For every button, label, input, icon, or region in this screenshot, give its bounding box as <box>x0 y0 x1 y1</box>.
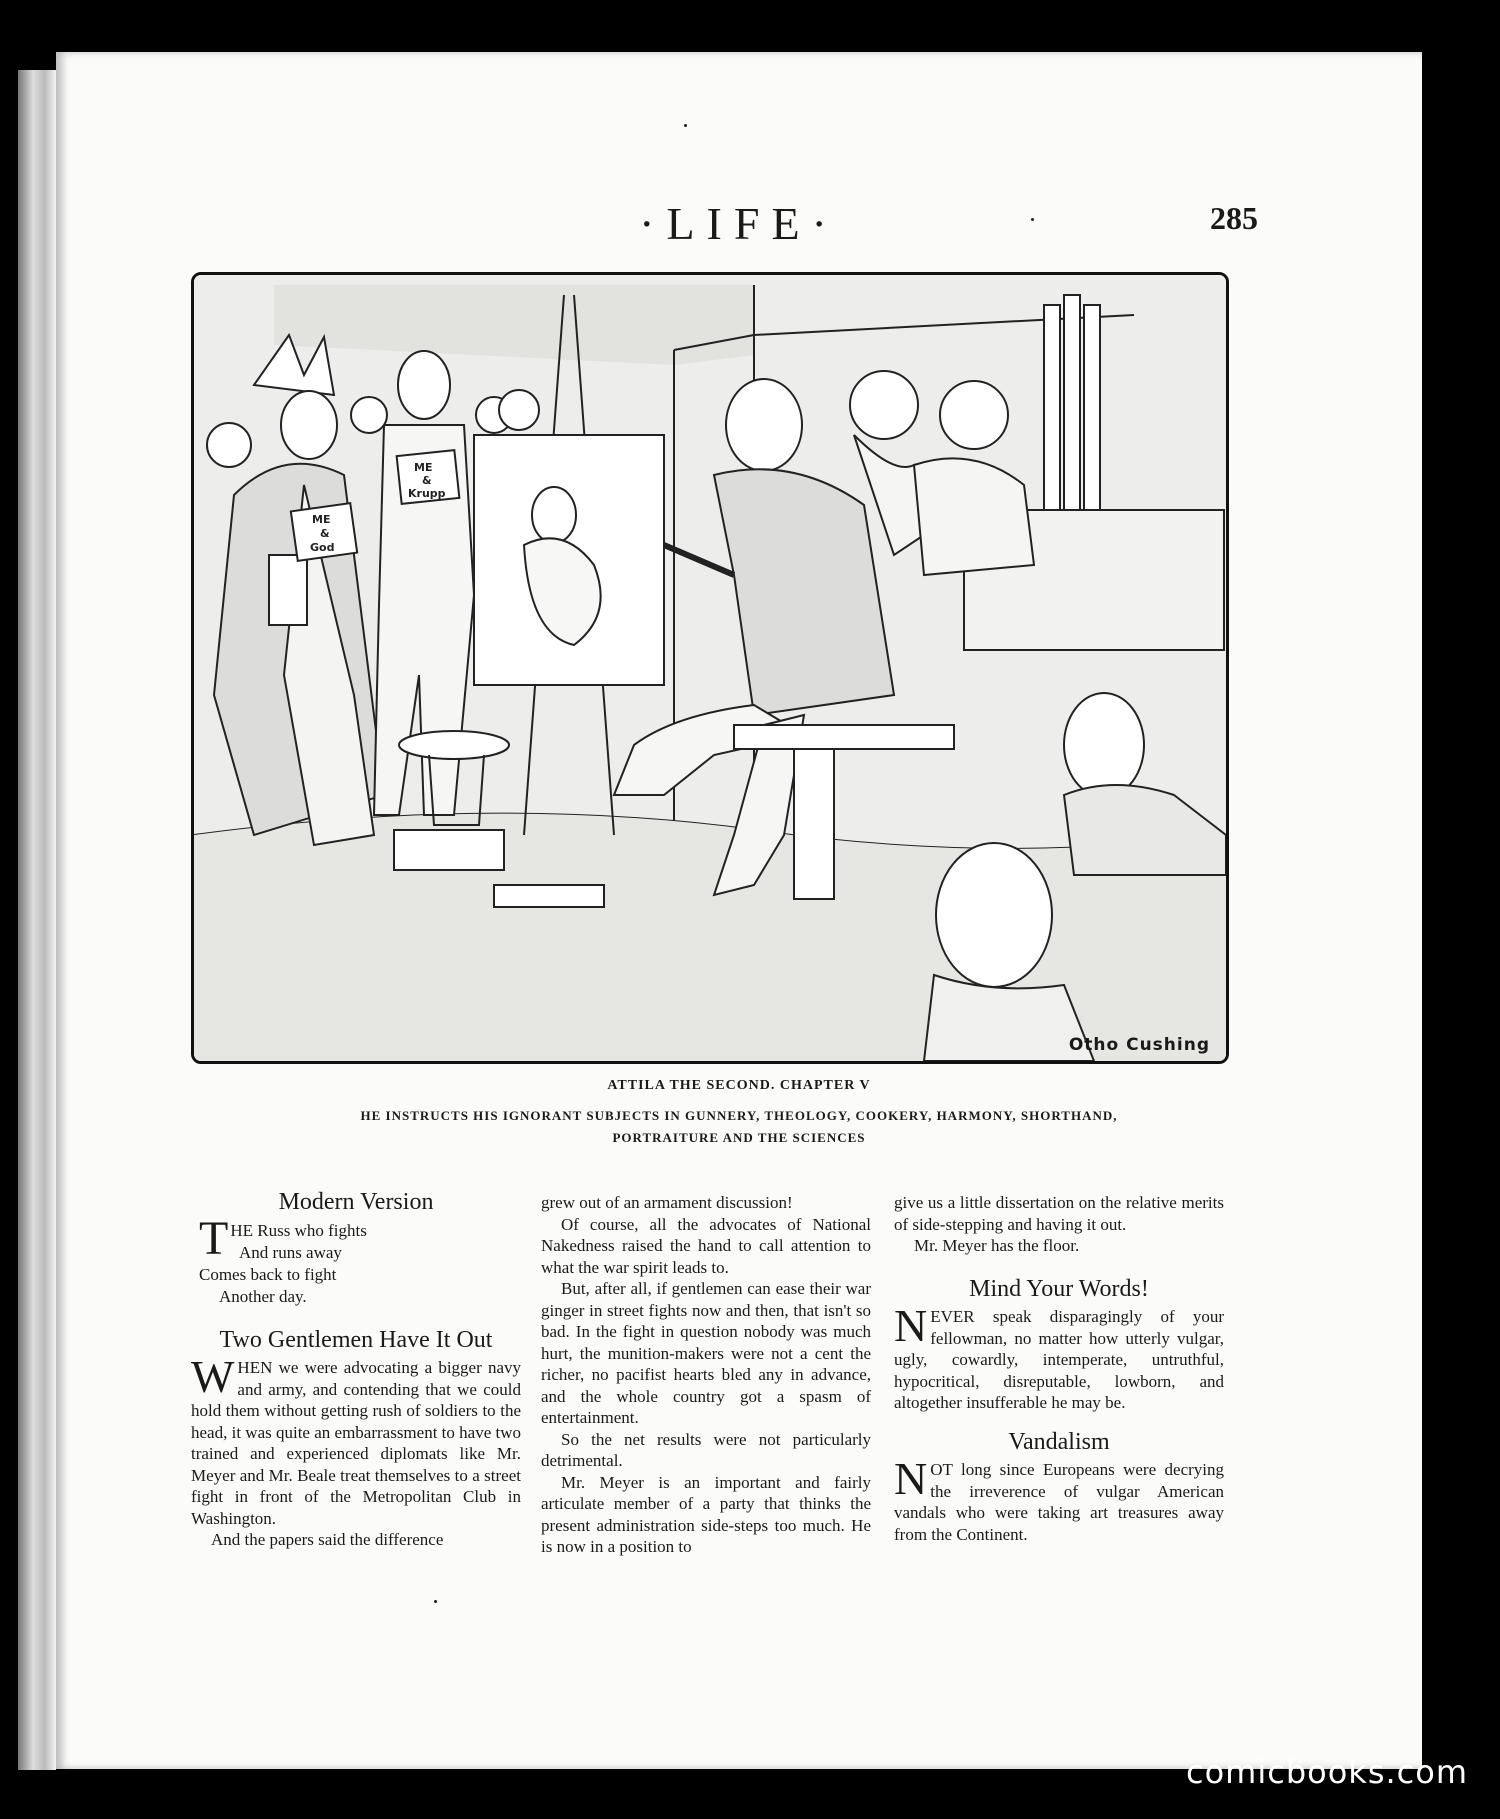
article-paragraph <box>894 1453 1224 1545</box>
poem-modern-version <box>199 1211 521 1308</box>
article-title-vandalism: Vandalism <box>1008 1428 1110 1455</box>
article-paragraph <box>191 1351 521 1529</box>
drop-cap: N <box>894 1300 928 1351</box>
print-speck <box>434 1600 437 1603</box>
poem-line: HE Russ who fights <box>230 1220 367 1240</box>
article-paragraph <box>894 1300 1224 1414</box>
drop-cap: W <box>191 1351 235 1402</box>
book-label-amp-2: & <box>422 474 432 487</box>
masthead-title: ·LIFE· <box>639 198 839 249</box>
paragraph-text: EVER speak disparagingly of your fellowman, no matter how utterly vulgar, ugly, cowardly, intemperate, untruthful, hypocritical, disreputable, lowborn, and altogether insufferable he may be. <box>894 1307 1224 1412</box>
book-label-me: ME <box>312 513 331 526</box>
text-column-3 <box>894 1192 1224 1545</box>
text-column-2 <box>541 1192 871 1558</box>
watermark: comicbooks.com <box>1185 1753 1468 1791</box>
article-paragraph: Of course, all the advocates of National Nakedness raised the hand to call attention to what the war spirit leads to. <box>541 1214 871 1277</box>
cartoon-caption-line-2: PORTRAITURE AND THE SCIENCES <box>612 1130 866 1145</box>
poem-line: Another day. <box>219 1286 307 1306</box>
article-paragraph: give us a little dissertation on the relative merits of side-stepping and having it out. <box>894 1193 1224 1234</box>
text-column-1 <box>191 1189 521 1551</box>
drop-cap: T <box>199 1211 229 1265</box>
book-label-amp: & <box>320 527 330 540</box>
paragraph-text: OT long since Europeans were decrying the irreverence of vulgar American vandals who were taking art treasures away from the Continent. <box>894 1460 1224 1544</box>
cartoon-caption-title: ATTILA THE SECOND. CHAPTER V <box>607 1078 871 1093</box>
facing-page-edge <box>18 70 56 1770</box>
article-paragraph: But, after all, if gentlemen can ease their war ginger in street fights now and then, that isn't so bad. In the fight in question nobody was much hurt, the munition-makers were not a cent the richer, no pacifist hearts bled any in advance, and the whole country got a spasm of entertainment. <box>541 1279 871 1427</box>
cartoon-illustration <box>191 272 1229 1064</box>
article-title-modern-version: Modern Version <box>278 1189 434 1215</box>
book-label-god: God <box>310 541 335 554</box>
article-title-two-gentlemen: Two Gentlemen Have It Out <box>219 1326 493 1353</box>
article-paragraph: And the papers said the difference <box>211 1530 444 1549</box>
article-paragraph: Mr. Meyer has the floor. <box>914 1236 1080 1255</box>
drop-cap: N <box>894 1453 928 1504</box>
article-paragraph: So the net results were not particularly detrimental. <box>541 1429 871 1470</box>
magazine-page <box>56 52 1422 1769</box>
print-speck <box>684 124 687 127</box>
poem-line: Comes back to fight <box>199 1264 337 1284</box>
article-title-mind-your-words: Mind Your Words! <box>969 1275 1149 1302</box>
paragraph-text: HEN we were advocating a bigger navy and army, and contending that we could hold them without getting rush of soldiers to the head, it was quite an embarrassment to have two trained and experienced diplomats like Mr. Meyer and Mr. Beale treat themselves to a street fight in front of the Metropolitan Club in Washington. <box>191 1358 521 1528</box>
cartoon-drawing <box>194 275 1226 1061</box>
masthead-dot <box>1031 218 1034 221</box>
cartoon-caption-line-1: HE INSTRUCTS HIS IGNORANT SUBJECTS IN GUNNERY, THEOLOGY, COOKERY, HARMONY, SHORTHAND, <box>360 1108 1118 1123</box>
article-paragraph: grew out of an armament discussion! <box>541 1193 793 1212</box>
article-paragraph: Mr. Meyer is an important and fairly articulate member of a party that thinks the present administration side-steps too much. He is now in a position to <box>541 1472 871 1556</box>
book-label-me-2: ME <box>414 461 433 474</box>
page-number: 285 <box>1210 200 1258 236</box>
book-label-krupp: Krupp <box>408 487 446 500</box>
poem-line: And runs away <box>239 1242 342 1262</box>
cartoon-signature: Otho Cushing <box>1068 1035 1210 1055</box>
